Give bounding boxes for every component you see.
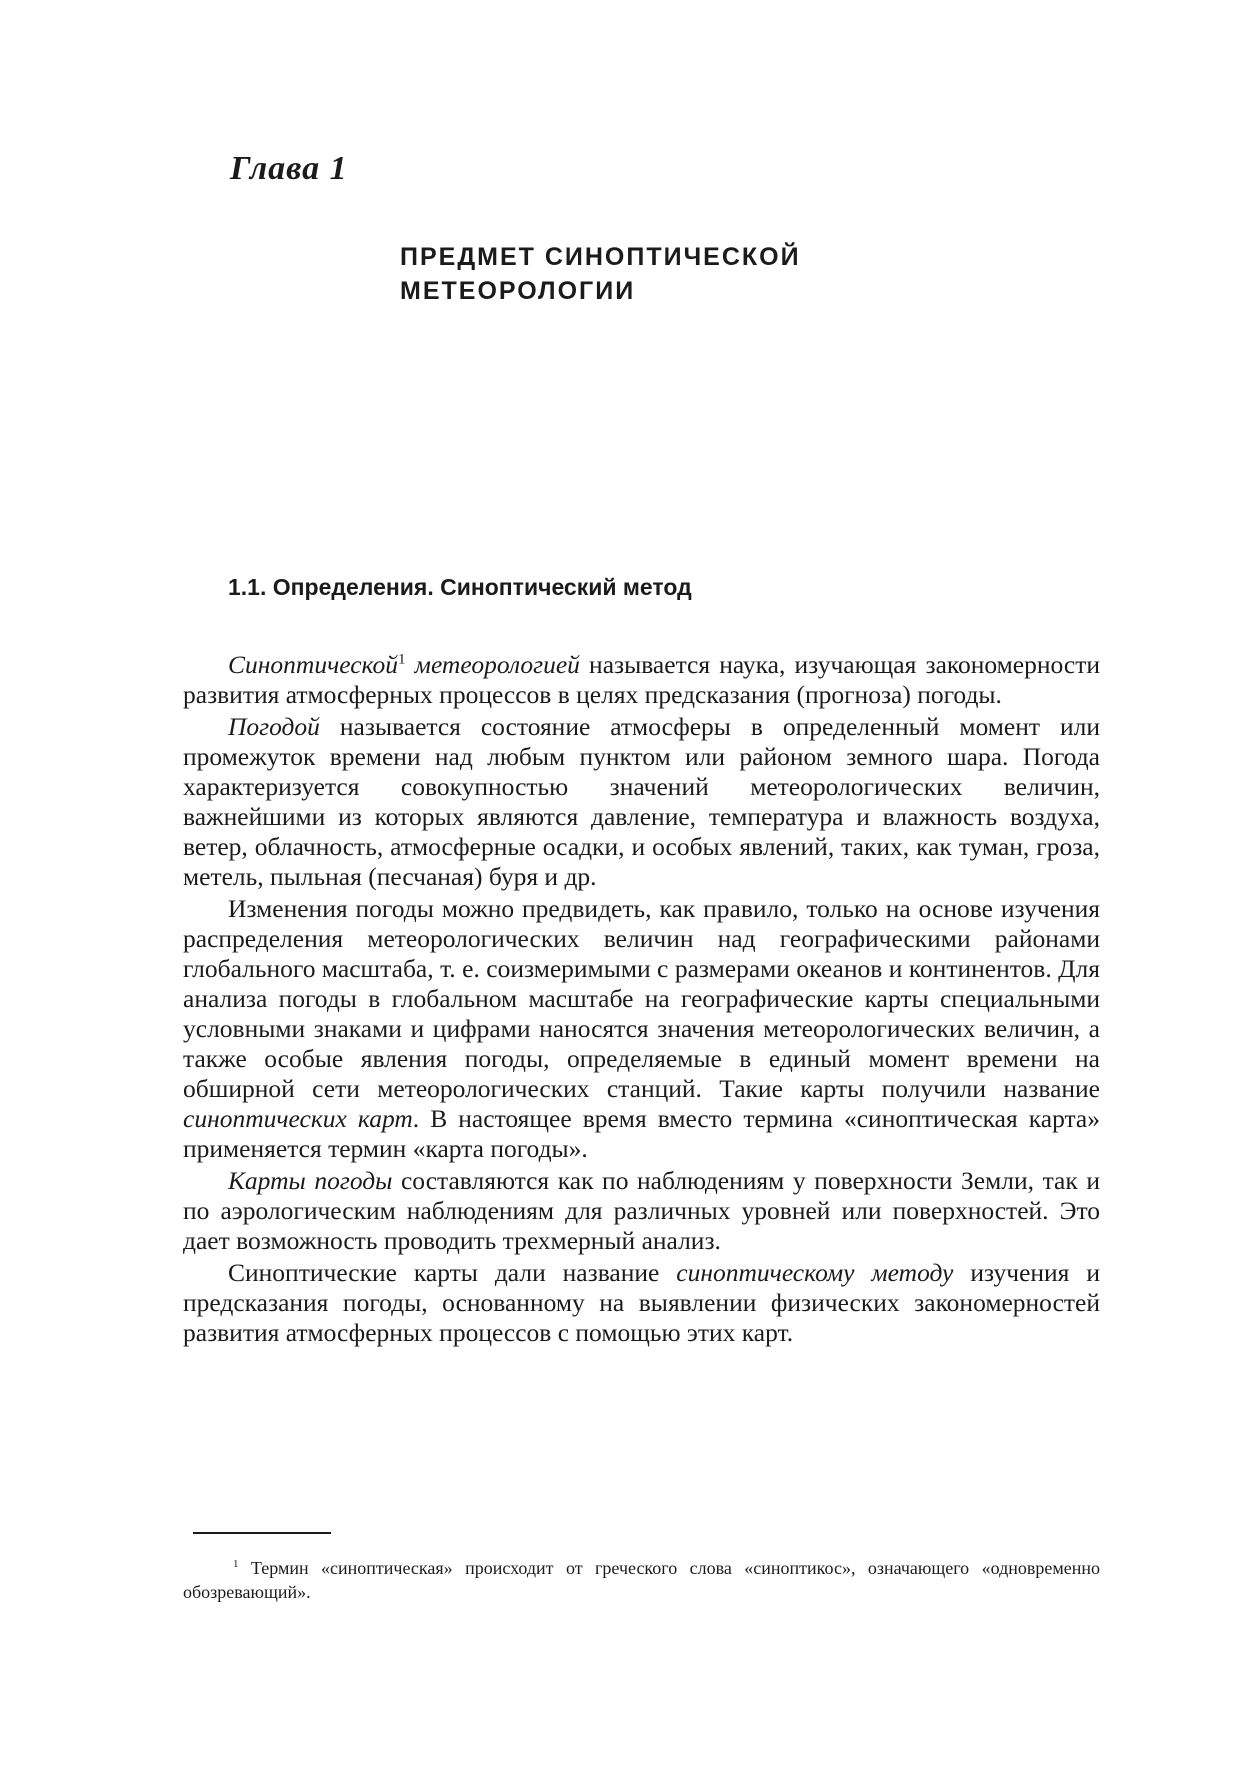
paragraph-5 — [183, 1258, 1100, 1348]
body-text — [183, 650, 1100, 1350]
paragraph-2-text: называется состояние атмосферы в определенный момент или промежуток времени над любым пунктом или районом земного шара. Погода характеризуется совокупностью значений метеорологических величин, важнейшими из которых являются давление, температура и влажность воздуха, ветер, облачность, атмосферные осадки, и особых явлений, таких, как туман, гроза, метель, пыльная (песчаная) буря и др. — [183, 712, 1100, 891]
term-synoptic-method: синоптическому методу — [676, 1258, 954, 1287]
paragraph-1-text: называется наука, изучающая закономерности развития атмосферных процессов в целях предсказания (прогноза) погоды. — [183, 650, 1100, 709]
chapter-title — [400, 240, 801, 308]
term-weather-maps: Карты погоды — [228, 1166, 393, 1195]
paragraph-3-rest: . В настоящее время вместо термина «синоптическая карта» применяется термин «карта погоды». — [183, 1104, 1100, 1163]
chapter-label: Глава 1 — [230, 150, 348, 187]
section-heading: 1.1. Определения. Синоптический метод — [228, 574, 692, 600]
paragraph-4 — [183, 1166, 1100, 1256]
paragraph-5-rest: изучения и предсказания погоды, основанному на выявлении физических закономерностей развития атмосферных процессов с помощью этих карт. — [183, 1258, 1100, 1347]
term-weather: Погодой — [228, 712, 320, 741]
footnote-number: 1 — [233, 1558, 239, 1570]
footnote-mark: 1 — [398, 651, 406, 668]
footnote — [183, 1556, 1100, 1604]
paragraph-3-text: Изменения погоды можно предвидеть, как правило, только на основе изучения распределения метеорологических величин над географическими районами глобального масштаба, т. е. соизмеримыми с размерами океанов и континентов. Для анализа погоды в глобальном масштабе на географические карты специальными условными знаками и цифрами наносятся значения метеорологических величин, а также особые явления погоды, определяемые в единый момент времени на обширной сети метеорологических станций. Такие карты получили название — [183, 894, 1100, 1103]
chapter-title-line-2: МЕТЕОРОЛОГИИ — [400, 277, 636, 305]
paragraph-5-text: Синоптические карты дали название — [228, 1258, 677, 1287]
term-meteorology: метеорологией — [414, 650, 580, 679]
term-synoptic-maps: синоптических карт — [183, 1104, 413, 1133]
paragraph-4-text: составляются как по наблюдениям у поверхности Земли, так и по аэрологическим наблюдениям для различных уровней или поверхностей. Это дает возможность проводить трехмерный анализ. — [183, 1166, 1100, 1255]
paragraph-1 — [183, 650, 1100, 710]
paragraph-3 — [183, 894, 1100, 1164]
term-synoptic: Синоптической — [228, 650, 398, 679]
chapter-title-line-1: ПРЕДМЕТ СИНОПТИЧЕСКОЙ — [400, 243, 801, 271]
paragraph-2 — [183, 712, 1100, 892]
footnote-text: Термин «синоптическая» происходит от греческого слова «синоптикос», означающего «одновременно обозревающий». — [183, 1558, 1100, 1602]
footnote-divider — [193, 1532, 331, 1534]
